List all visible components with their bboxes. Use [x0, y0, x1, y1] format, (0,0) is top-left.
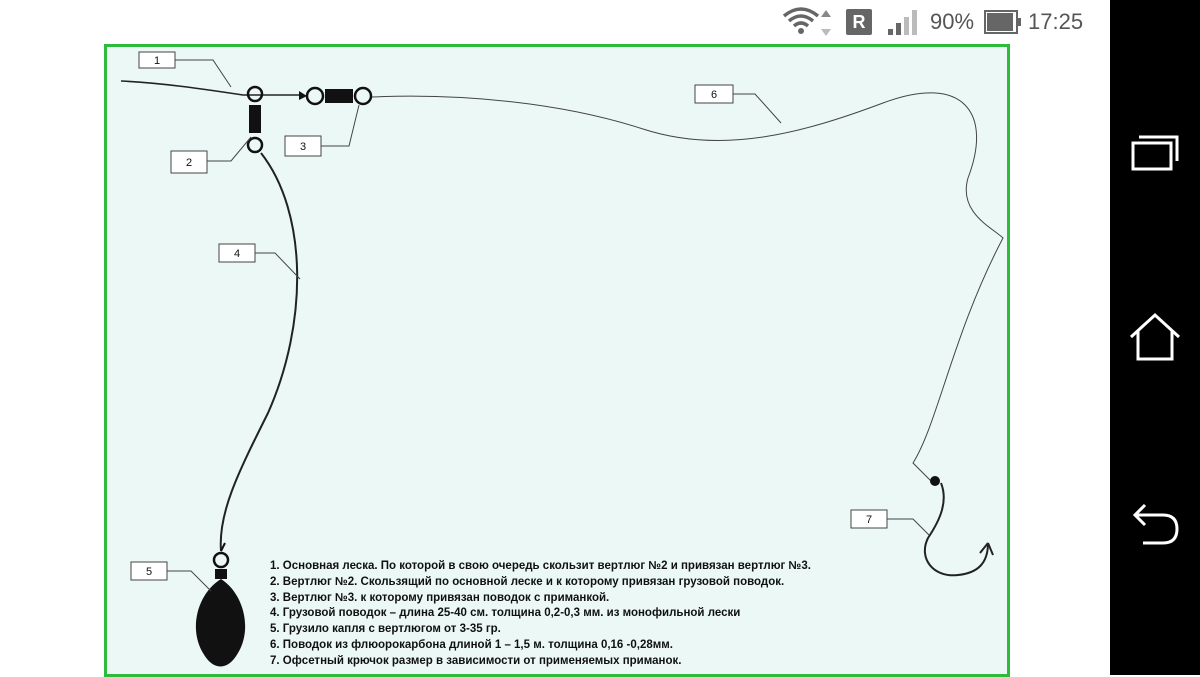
- roaming-icon: R: [846, 9, 872, 35]
- callout-2: [171, 137, 251, 173]
- svg-text:7: 7: [865, 514, 873, 526]
- svg-text:4: 4: [233, 248, 241, 260]
- status-time: 17:25: [1028, 9, 1084, 34]
- legend-item: 6. Поводок из флюорокарбона длиной 1 – 1,5 м. толщина 0,16 -0,28мм.: [270, 638, 673, 651]
- back-button[interactable]: [1125, 495, 1185, 555]
- navigation-bar: [1110, 0, 1200, 675]
- drop-sinker: [196, 543, 245, 667]
- signal-icon: [886, 8, 922, 36]
- barrel-swivel: [299, 88, 371, 104]
- legend-item: 1. Основная леска. По которой в свою очередь скользит вертлюг №2 и привязан вертлюг №3.: [270, 560, 811, 572]
- callout-5: [131, 562, 211, 591]
- svg-text:1: 1: [153, 55, 161, 67]
- legend-item: 7. Офсетный крючок размер в зависимости от применяемых приманок.: [270, 654, 682, 667]
- svg-text:6: 6: [710, 89, 718, 101]
- battery-icon: [984, 10, 1022, 34]
- legend: [270, 559, 990, 670]
- legend-item: 2. Вертлюг №2. Скользящий по основной леске и к которому привязан грузовой поводок.: [270, 575, 785, 588]
- callout-3: [285, 105, 359, 156]
- callout-4: [219, 244, 300, 279]
- back-icon: [1125, 495, 1185, 555]
- home-button[interactable]: [1125, 307, 1185, 367]
- svg-text:3: 3: [299, 141, 307, 153]
- recent-apps-button[interactable]: [1125, 121, 1185, 181]
- callout-1: [139, 52, 231, 87]
- svg-text:2: 2: [185, 157, 193, 169]
- main-line: [121, 81, 303, 95]
- legend-item: 5. Грузило капля с вертлюгом от 3-35 гр.: [270, 623, 501, 636]
- wifi-icon: [782, 6, 838, 38]
- status-bar: [0, 0, 1110, 44]
- sinker-leader: [221, 153, 297, 551]
- sliding-swivel: [248, 87, 262, 152]
- legend-item: 3. Вертлюг №3. к которому привязан поводок с приманкой.: [270, 591, 610, 604]
- fluorocarbon-leader: [371, 93, 1003, 481]
- fishing-rig-diagram: [104, 44, 1010, 677]
- callout-6: [695, 85, 781, 123]
- recent-apps-icon: [1125, 121, 1185, 181]
- battery-percent: 90%: [930, 9, 975, 34]
- legend-item: 4. Грузовой поводок – длина 25-40 см. толщина 0,2-0,3 мм. из монофильной лески: [270, 607, 741, 620]
- svg-text:5: 5: [145, 566, 153, 578]
- callout-7: [851, 510, 929, 535]
- home-icon: [1125, 307, 1185, 367]
